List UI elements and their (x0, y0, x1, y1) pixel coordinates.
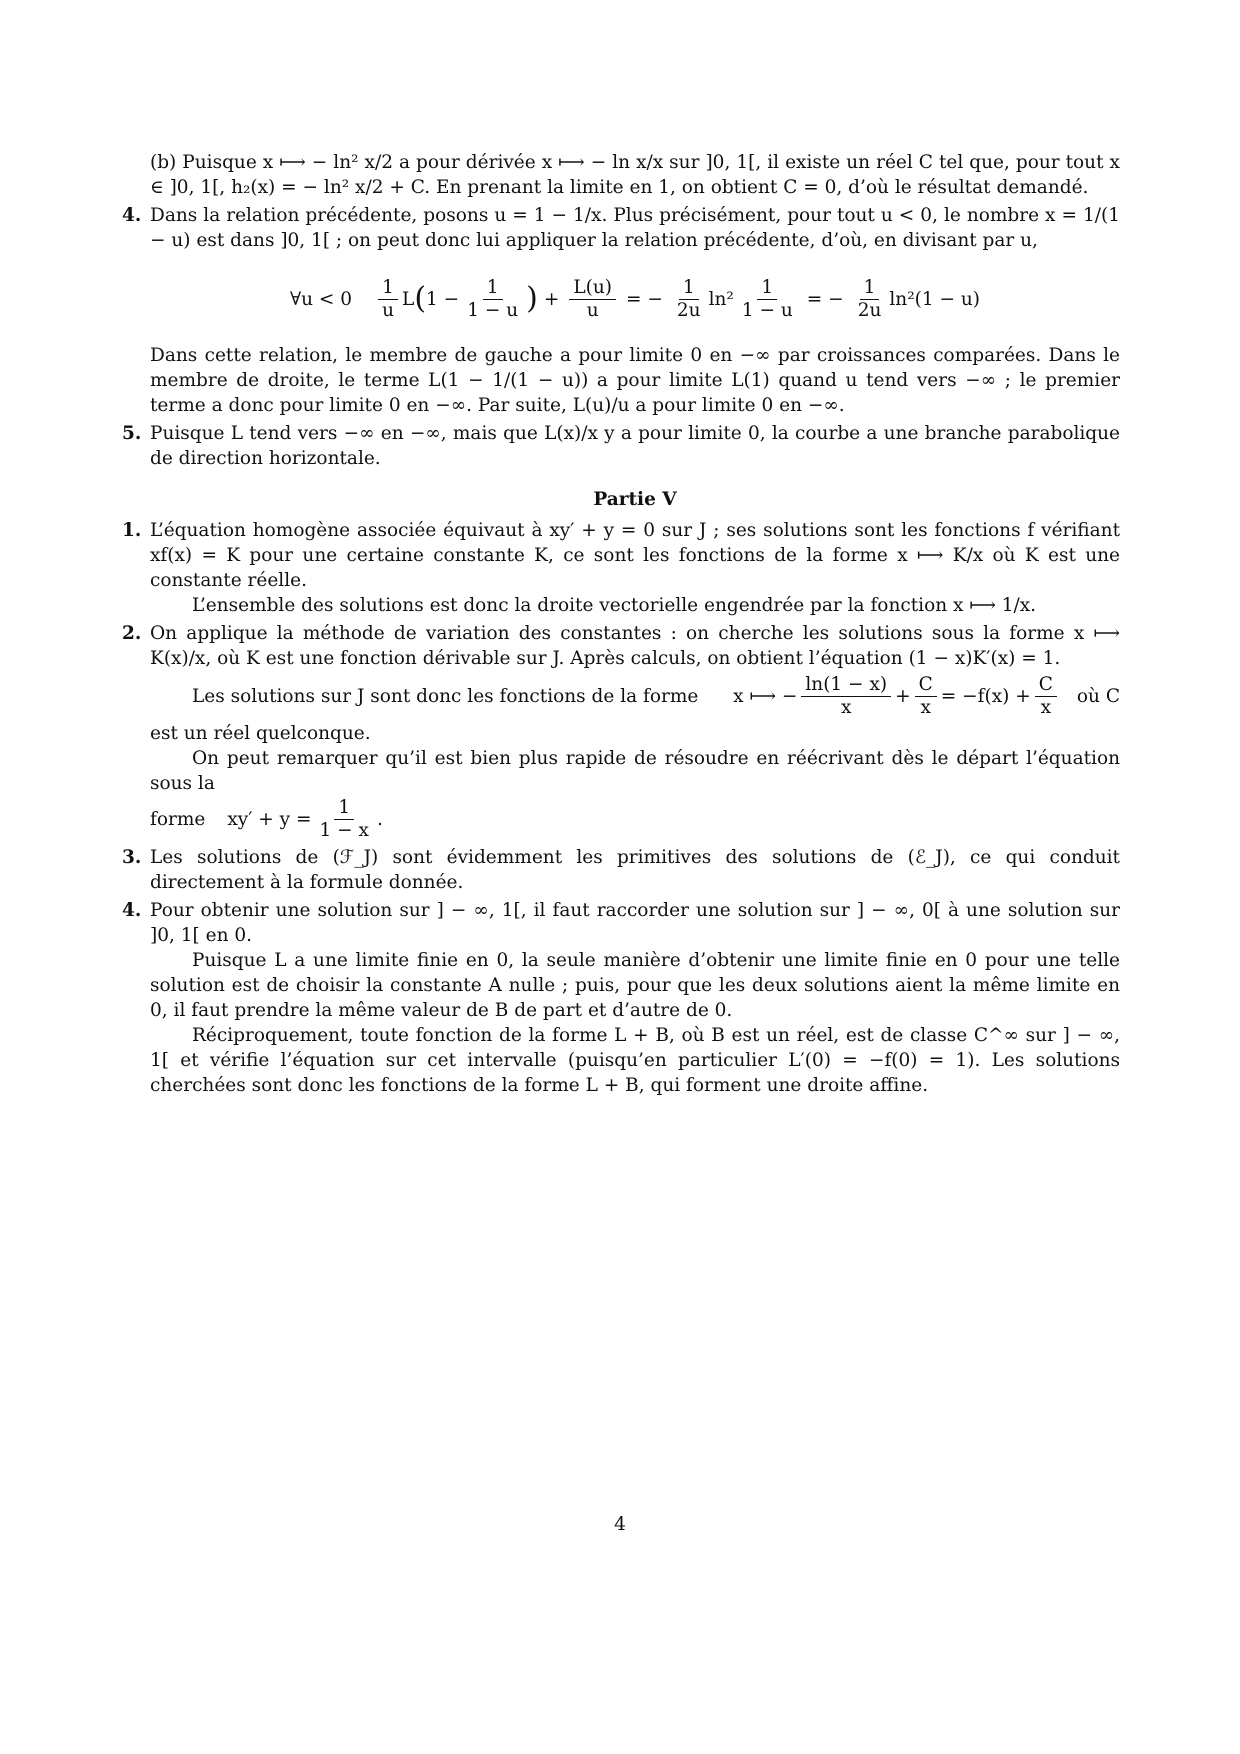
solution-line (150, 671, 1120, 721)
sol-plus: + (895, 685, 911, 707)
part-b-paragraph: (b) Puisque x ⟼ − ln² x/2 a pour dérivée x ⟼ − ln x/x sur ]0, 1[, il existe un réel C tel que, pour tout x ∈ ]0, 1[, h₂(x) = − ln² x/2 + C. En prenant la limite en 1, on obtient C = 0, d’où le résultat demandé. (150, 152, 1120, 198)
v-item-4 (122, 898, 1120, 1098)
eq-frac: $\frac{1}{1 - x}$ (319, 796, 369, 841)
eq-frac: $\frac{1}{1 - u}$ (467, 276, 519, 321)
eq-forall: ∀u < 0 (289, 288, 353, 310)
item-text: Les solutions de (ℱ_J) sont évidemment les primitives des solutions de (ℰ_J), ce qui conduit directement à la formule donnée. (150, 847, 1120, 893)
eq-tail: ln²(1 − u) (889, 288, 981, 310)
eq-frac: $\frac{C}{x}$ (1035, 674, 1057, 719)
item-5 (122, 421, 1120, 471)
page-number: 4 (614, 1514, 626, 1535)
item-text: Puisque L tend vers −∞ en −∞, mais que L(x)/x y a pour limite 0, la courbe a une branche parabolique de direction horizontale. (150, 423, 1120, 469)
item-4 (122, 203, 1120, 418)
item-number: 5. (122, 423, 142, 444)
item-number: 4. (122, 900, 142, 921)
item-text-2: Puisque L a une limite finie en 0, la seule manière d’obtenir une limite finie en 0 pour une telle solution est de choisir la constante A nulle ; puis, pour que les deux solutions aient la même limite en 0, il faut prendre la même valeur de B de part et d’autre de 0. (150, 950, 1120, 1021)
eq-frac: $\frac{1}{u}$ (378, 277, 398, 322)
eq-ln2: ln² (708, 288, 734, 310)
forme-line (150, 796, 1120, 842)
eq-frac: $\frac{1}{2u}$ (857, 276, 882, 321)
page-content (122, 150, 1120, 1101)
eq-plus: + (543, 288, 560, 310)
display-equation: ∀u < 0 $\frac{1}{u}$ L ( 1 − $\frac{1}{1 - u}$ ) + $\frac{L(u)}{u}$ = − $\frac{1}{2u}$ ln² $\frac{1}{1 - u}$ = − $\frac{1}{2u}$ ln²(1 − u) (289, 276, 981, 321)
eq-L: L (402, 288, 415, 310)
sol-lead: Les solutions sur J sont donc les fonctions de la forme (192, 685, 699, 707)
sol-map: x ⟼ − (733, 685, 798, 707)
item-text-2: L’ensemble des solutions est donc la droite vectorielle engendrée par la fonction x ⟼ 1/x. (192, 595, 1037, 616)
item-number: 1. (122, 520, 142, 541)
forme-end: . (376, 808, 383, 830)
item-text: L’équation homogène associée équivaut à xy′ + y = 0 sur J ; ses solutions sont les fonctions f vérifiant xf(x) = K pour une certaine constante K, ce sont les fonctions de la forme x ⟼ K/x où K est une constante réelle. (150, 520, 1120, 591)
item-text: Dans la relation précédente, posons u = 1 − 1/x. Plus précisément, pour tout u < 0, le nombre x = 1/(1 − u) est dans ]0, 1[ ; on peut donc lui appliquer la relation précédente, d’où, en divisant par u, (150, 205, 1120, 251)
eq-frac: $\frac{L(u)}{u}$ (569, 277, 616, 322)
sol-eq: = −f(x) + (940, 685, 1031, 707)
item-text: Pour obtenir une solution sur ] − ∞, 1[, il faut raccorder une solution sur ] − ∞, 0[ à une solution sur ]0, 1[ en 0. (150, 900, 1120, 946)
eq-equals: = − (626, 288, 663, 310)
item-text: On applique la méthode de variation des constantes : on cherche les solutions sous la forme x ⟼ K(x)/x, où K est une fonction dérivable sur J. Après calculs, on obtient l’équation (1 − x)K′(x) = 1. (150, 623, 1120, 669)
eq-frac: $\frac{\ln(1 - x)}{x}$ (801, 674, 891, 719)
item-number: 4. (122, 205, 142, 226)
section-title: Partie V (593, 489, 677, 510)
eq-frac: $\frac{1}{2u}$ (676, 276, 701, 321)
item-text-3: Réciproquement, toute fonction de la forme L + B, où B est un réel, est de classe C^∞ sur ] − ∞, 1[ et vérifie l’équation sur cet intervalle (puisqu’en particulier L′(0) = −f(0) = 1). Les solutions cherchées sont donc les fonctions de la forme L + B, qui forment une droite affine. (150, 1025, 1120, 1096)
eq-text: 1 − (426, 288, 460, 310)
item-number: 2. (122, 623, 142, 644)
eq-frac: $\frac{C}{x}$ (915, 674, 937, 719)
item-4-continuation: Dans cette relation, le membre de gauche a pour limite 0 en −∞ par croissances comparées. Dans le membre de droite, le terme L(1 − 1/(1 − u)) a pour limite L(1) quand u tend vers −∞ ; le premier terme a donc pour limite 0 en −∞. Par suite, L(u)/u a pour limite 0 en −∞. (150, 345, 1120, 416)
sol-formula (733, 674, 1120, 719)
forme-word: forme (150, 808, 206, 830)
eq-frac: $\frac{1}{1 - u}$ (741, 276, 793, 321)
sol-after: est un réel quelconque. (150, 723, 371, 744)
item-number: 3. (122, 847, 142, 868)
remark: On peut remarquer qu’il est bien plus rapide de résoudre en réécrivant dès le départ l’équation sous la (150, 748, 1120, 794)
sol-tail: où C (1076, 685, 1120, 707)
v-item-2 (122, 621, 1120, 842)
forme-eq: xy′ + y = (227, 808, 312, 830)
v-item-1 (122, 518, 1120, 618)
eq-equals: = − (806, 288, 844, 310)
v-item-3 (122, 845, 1120, 895)
